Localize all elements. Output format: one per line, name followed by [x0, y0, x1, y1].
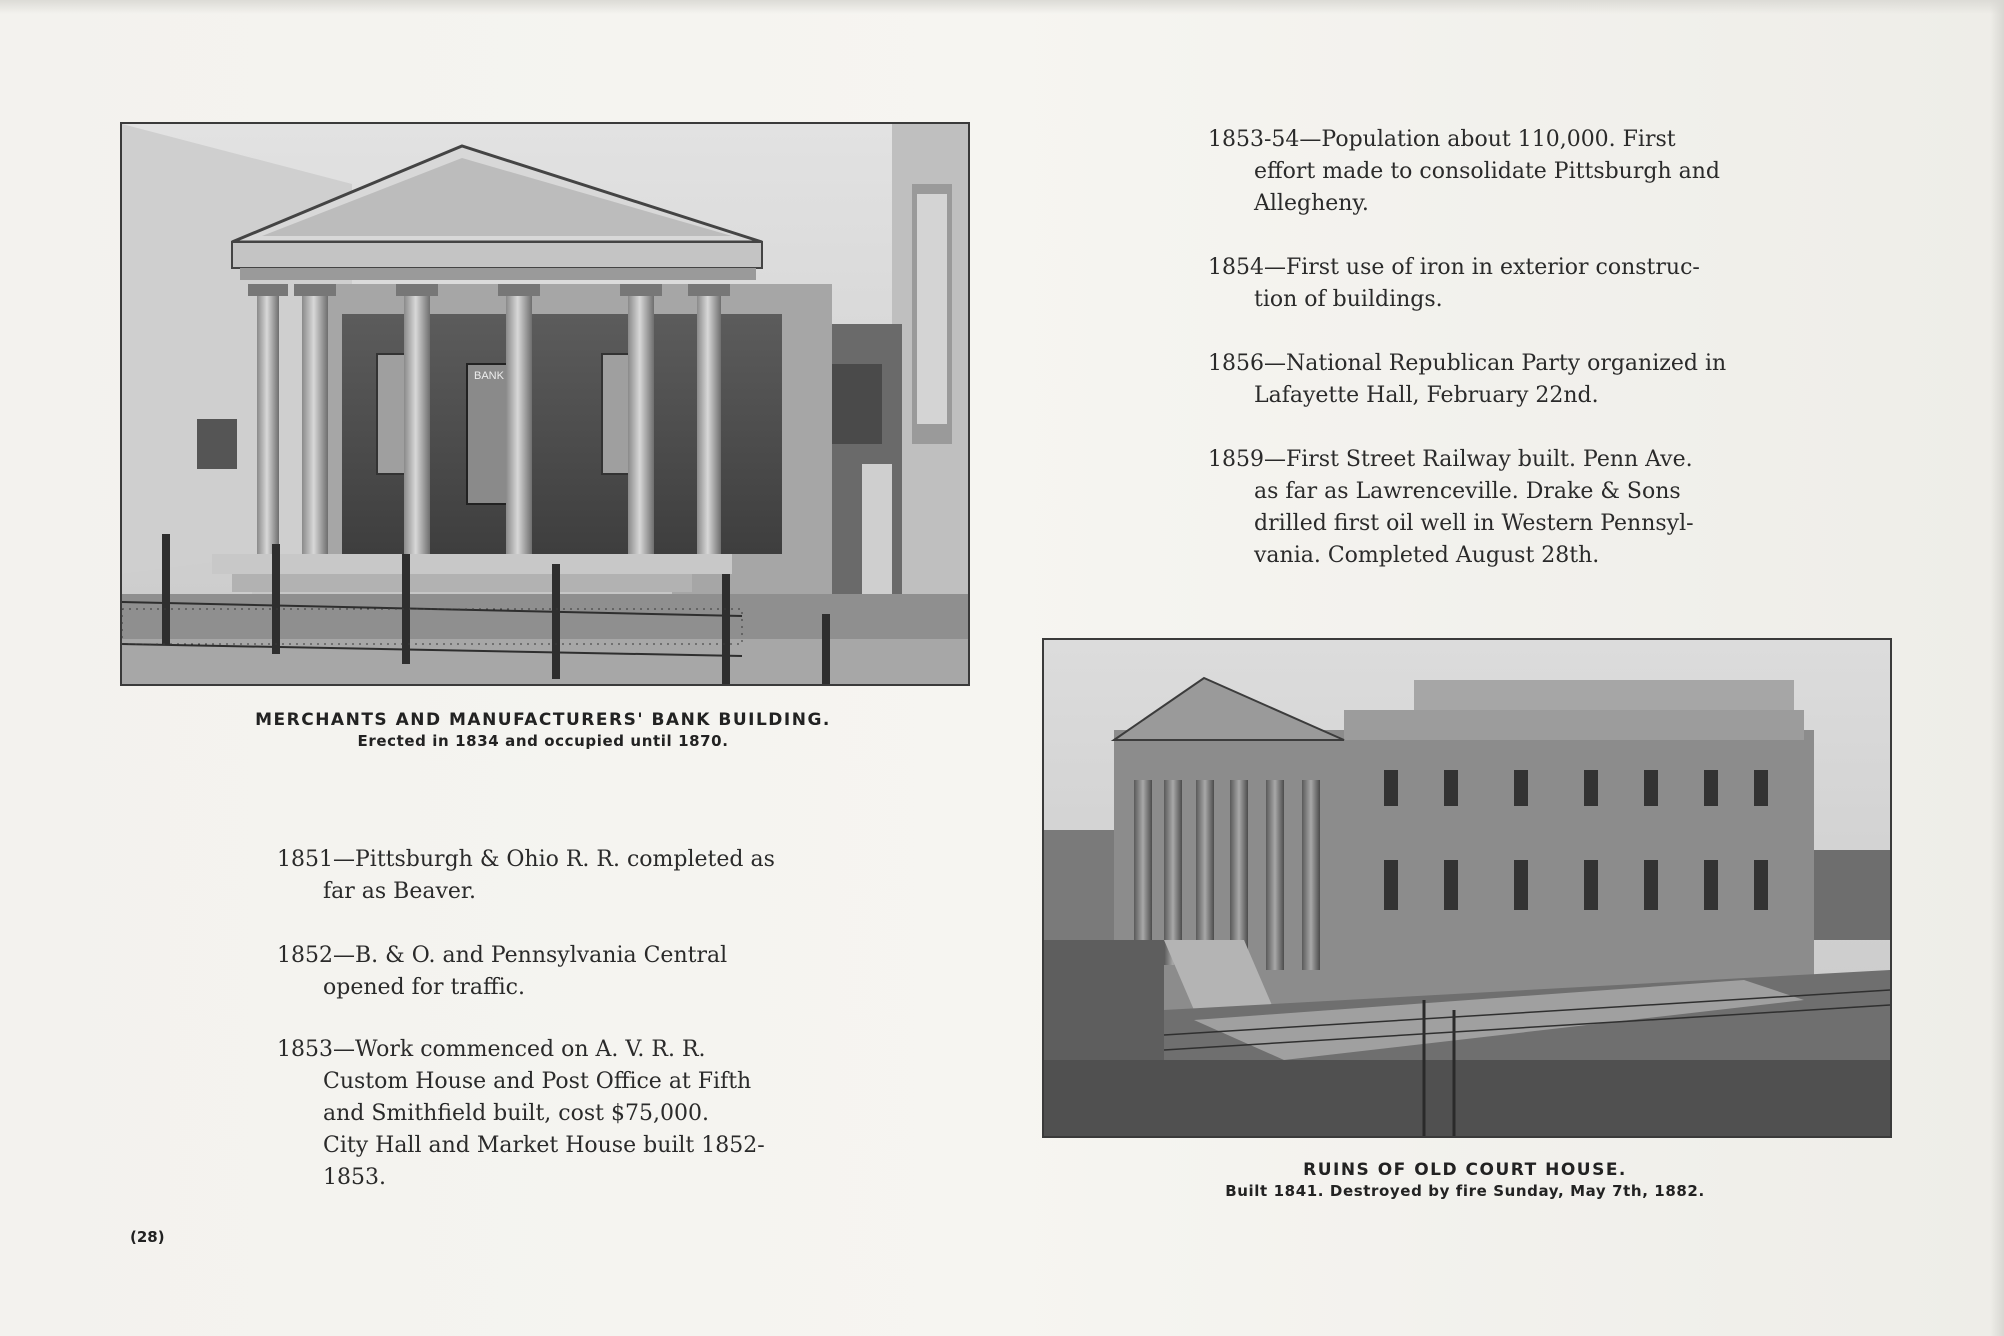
bank-building-caption: [120, 710, 966, 750]
court-house-illustration: [1044, 640, 1890, 1136]
entry-line: 1852—B. & O. and Pennsylvania Central: [277, 943, 728, 968]
timeline-entry-1854: [1208, 252, 1768, 316]
entry-line: 1854—First use of iron in exterior construc-: [1208, 255, 1700, 280]
entry-line: City Hall and Market House built 1852-: [323, 1133, 765, 1158]
bank-caption-title: MERCHANTS AND MANUFACTURERS' BANK BUILDING.: [255, 710, 831, 730]
bank-building-illustration: [122, 124, 968, 684]
entry-line: drilled first oil well in Western Pennsyl-: [1254, 511, 1694, 536]
entry-line: Allegheny.: [1254, 191, 1369, 216]
entry-line: 1853—Work commenced on A. V. R. R.: [277, 1037, 706, 1062]
timeline-entry-1852: [277, 940, 837, 1004]
timeline-entry-1856: [1208, 348, 1768, 412]
court-house-caption-subtitle: Built 1841. Destroyed by fire Sunday, May 7th, 1882.: [1225, 1182, 1705, 1200]
entry-line: opened for traffic.: [323, 975, 525, 1000]
entry-line: Lafayette Hall, February 22nd.: [1254, 383, 1599, 408]
entry-line: 1853.: [323, 1165, 386, 1190]
bank-caption-subtitle: Erected in 1834 and occupied until 1870.: [357, 732, 729, 750]
timeline-entry-1851: [277, 844, 837, 908]
page-number: (28): [130, 1228, 165, 1246]
bank-building-photo: [120, 122, 970, 686]
entry-line: 1856—National Republican Party organized in: [1208, 351, 1727, 376]
bank-sign: BANK: [474, 370, 504, 382]
court-house-caption: [1042, 1160, 1888, 1200]
court-house-caption-title: RUINS OF OLD COURT HOUSE.: [1303, 1160, 1627, 1180]
court-house-photo: [1042, 638, 1892, 1138]
entry-line: tion of buildings.: [1254, 287, 1443, 312]
timeline-entry-1859: [1208, 444, 1768, 572]
entry-line: vania. Completed August 28th.: [1254, 543, 1600, 568]
entry-line: 1853-54—Population about 110,000. First: [1208, 127, 1676, 152]
timeline-entry-1853-54: [1208, 124, 1768, 220]
timeline-entry-1853: [277, 1034, 837, 1194]
entry-line: and Smithfield built, cost $75,000.: [323, 1101, 709, 1126]
entry-line: 1851—Pittsburgh & Ohio R. R. completed as: [277, 847, 775, 872]
entry-line: 1859—First Street Railway built. Penn Ave.: [1208, 447, 1693, 472]
page-right-edge: [1990, 0, 2004, 1336]
entry-line: far as Beaver.: [323, 879, 477, 904]
entry-line: as far as Lawrenceville. Drake & Sons: [1254, 479, 1681, 504]
page-top-edge: [0, 0, 2004, 14]
entry-line: effort made to consolidate Pittsburgh and: [1254, 159, 1720, 184]
entry-line: Custom House and Post Office at Fifth: [323, 1069, 752, 1094]
